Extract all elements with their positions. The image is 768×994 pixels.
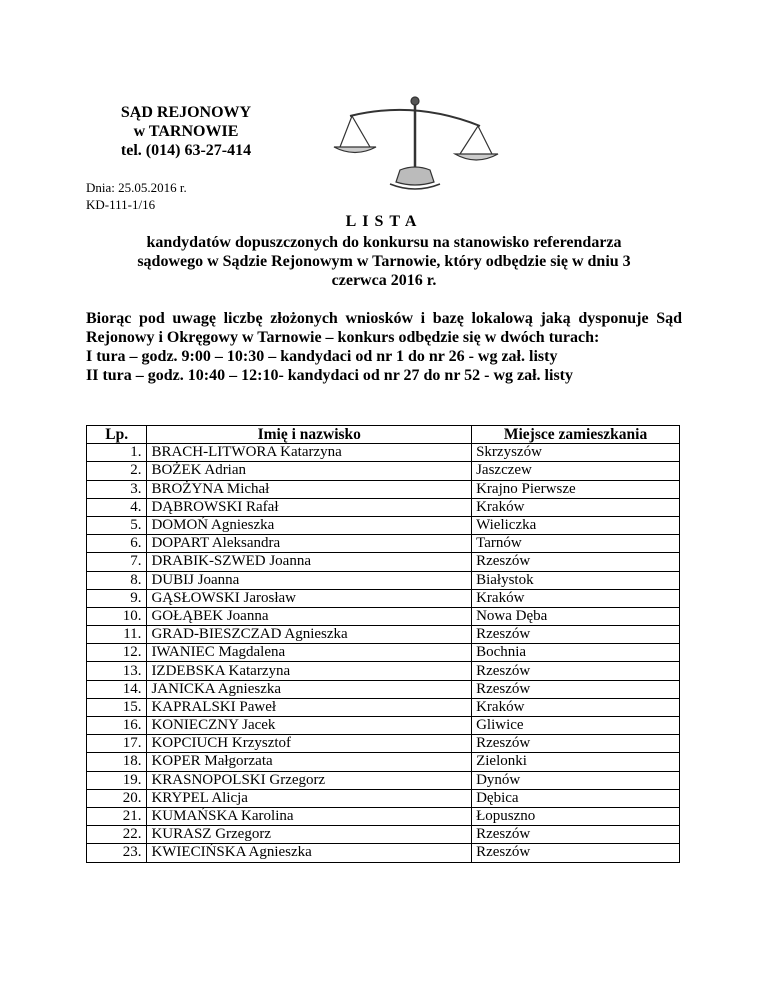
candidate-place: Rzeszów <box>472 680 680 698</box>
candidate-place: Bochnia <box>472 644 680 662</box>
page-title: LISTA <box>345 213 423 230</box>
candidate-place: Rzeszów <box>472 553 680 571</box>
candidate-name: DRABIK-SZWED Joanna <box>147 553 472 571</box>
candidate-place: Tarnów <box>472 535 680 553</box>
row-number: 19. <box>87 771 147 789</box>
court-header <box>86 103 286 160</box>
candidate-place: Krajno Pierwsze <box>472 480 680 498</box>
court-city: w TARNOWIE <box>133 123 239 140</box>
candidate-name: GĄSŁOWSKI Jarosław <box>147 589 472 607</box>
candidate-place: Kraków <box>472 698 680 716</box>
subtitle-line: kandydatów dopuszczonych do konkursu na stanowisko referendarza <box>146 234 622 251</box>
table-row <box>87 844 680 862</box>
table-row <box>87 753 680 771</box>
table-row <box>87 607 680 625</box>
candidate-name: GOŁĄBEK Joanna <box>147 607 472 625</box>
row-number: 14. <box>87 680 147 698</box>
row-number: 23. <box>87 844 147 862</box>
table-row <box>87 498 680 516</box>
table-row <box>87 698 680 716</box>
row-number: 3. <box>87 480 147 498</box>
candidate-place: Kraków <box>472 498 680 516</box>
candidate-name: JANICKA Agnieszka <box>147 680 472 698</box>
table-row <box>87 626 680 644</box>
row-number: 8. <box>87 571 147 589</box>
candidate-name: IWANIEC Magdalena <box>147 644 472 662</box>
row-number: 7. <box>87 553 147 571</box>
candidate-name: GRAD-BIESZCZAD Agnieszka <box>147 626 472 644</box>
table-row <box>87 826 680 844</box>
row-number: 9. <box>87 589 147 607</box>
table-row <box>87 771 680 789</box>
table-row <box>87 717 680 735</box>
table-row <box>87 680 680 698</box>
candidate-place: Rzeszów <box>472 662 680 680</box>
row-number: 5. <box>87 516 147 534</box>
column-header-lp: Lp. <box>87 426 147 444</box>
candidate-place: Łopuszno <box>472 807 680 825</box>
candidate-place: Dębica <box>472 789 680 807</box>
subtitle-line: czerwca 2016 r. <box>331 272 437 289</box>
candidate-place: Gliwice <box>472 717 680 735</box>
row-number: 12. <box>87 644 147 662</box>
candidate-name: KOPER Małgorzata <box>147 753 472 771</box>
candidate-place: Białystok <box>472 571 680 589</box>
candidate-place: Zielonki <box>472 753 680 771</box>
page-subtitle <box>86 233 682 290</box>
row-number: 2. <box>87 462 147 480</box>
candidate-place: Nowa Dęba <box>472 607 680 625</box>
scales-of-justice-icon <box>330 92 500 197</box>
table-row <box>87 662 680 680</box>
document-date: Dnia: 25.05.2016 r. <box>86 180 187 195</box>
candidate-name: KURASZ Grzegorz <box>147 826 472 844</box>
row-number: 16. <box>87 717 147 735</box>
candidate-name: DĄBROWSKI Rafał <box>147 498 472 516</box>
table-row <box>87 480 680 498</box>
round-1-info: I tura – godz. 9:00 – 10:30 – kandydaci od nr 1 do nr 26 - wg zał. listy <box>86 348 558 365</box>
candidate-name: BROŻYNA Michał <box>147 480 472 498</box>
document-reference: KD-111-1/16 <box>86 197 156 212</box>
candidate-name: KRASNOPOLSKI Grzegorz <box>147 771 472 789</box>
candidate-name: KWIECIŃSKA Agnieszka <box>147 844 472 862</box>
table-row <box>87 444 680 462</box>
candidate-place: Rzeszów <box>472 826 680 844</box>
candidate-name: KONIECZNY Jacek <box>147 717 472 735</box>
row-number: 6. <box>87 535 147 553</box>
candidate-name: KUMAŃSKA Karolina <box>147 807 472 825</box>
table-row <box>87 571 680 589</box>
row-number: 10. <box>87 607 147 625</box>
candidate-place: Wieliczka <box>472 516 680 534</box>
candidate-name: DOPART Aleksandra <box>147 535 472 553</box>
candidate-place: Rzeszów <box>472 844 680 862</box>
row-number: 22. <box>87 826 147 844</box>
candidate-place: Rzeszów <box>472 626 680 644</box>
table-row <box>87 553 680 571</box>
court-name: SĄD REJONOWY <box>120 104 252 121</box>
table-row <box>87 807 680 825</box>
row-number: 18. <box>87 753 147 771</box>
candidate-name: BRACH-LITWORA Katarzyna <box>147 444 472 462</box>
intro-text <box>86 309 682 385</box>
subtitle-line: sądowego w Sądzie Rejonowym w Tarnowie, który odbędzie się w dniu 3 <box>137 253 631 270</box>
candidate-name: BOŻEK Adrian <box>147 462 472 480</box>
row-number: 17. <box>87 735 147 753</box>
candidates-table <box>86 425 680 863</box>
round-2-info: II tura – godz. 10:40 – 12:10- kandydaci od nr 27 do nr 52 - wg zał. listy <box>86 367 573 384</box>
table-header-row <box>87 426 680 444</box>
column-header-name: Imię i nazwisko <box>147 426 472 444</box>
table-row <box>87 789 680 807</box>
candidate-place: Dynów <box>472 771 680 789</box>
table-row <box>87 462 680 480</box>
candidate-name: IZDEBSKA Katarzyna <box>147 662 472 680</box>
candidate-place: Skrzyszów <box>472 444 680 462</box>
row-number: 20. <box>87 789 147 807</box>
row-number: 1. <box>87 444 147 462</box>
table-row <box>87 589 680 607</box>
court-phone: tel. (014) 63-27-414 <box>120 142 252 159</box>
row-number: 11. <box>87 626 147 644</box>
table-row <box>87 735 680 753</box>
candidate-place: Jaszczew <box>472 462 680 480</box>
row-number: 15. <box>87 698 147 716</box>
row-number: 21. <box>87 807 147 825</box>
column-header-place: Miejsce zamieszkania <box>472 426 680 444</box>
candidate-name: KAPRALSKI Paweł <box>147 698 472 716</box>
intro-paragraph: Biorąc pod uwagę liczbę złożonych wniosków i bazę lokalową jaką dysponuje Sąd Rejonowy i Okręgowy w Tarnowie – konkurs odbędzie się w dwóch turach: <box>86 310 682 346</box>
candidate-place: Kraków <box>472 589 680 607</box>
document-meta <box>86 179 187 213</box>
candidate-name: DUBIJ Joanna <box>147 571 472 589</box>
table-row <box>87 644 680 662</box>
candidate-place: Rzeszów <box>472 735 680 753</box>
candidate-name: KRYPEL Alicja <box>147 789 472 807</box>
candidate-name: DOMOŃ Agnieszka <box>147 516 472 534</box>
table-row <box>87 516 680 534</box>
table-row <box>87 535 680 553</box>
candidate-name: KOPCIUCH Krzysztof <box>147 735 472 753</box>
row-number: 4. <box>87 498 147 516</box>
row-number: 13. <box>87 662 147 680</box>
